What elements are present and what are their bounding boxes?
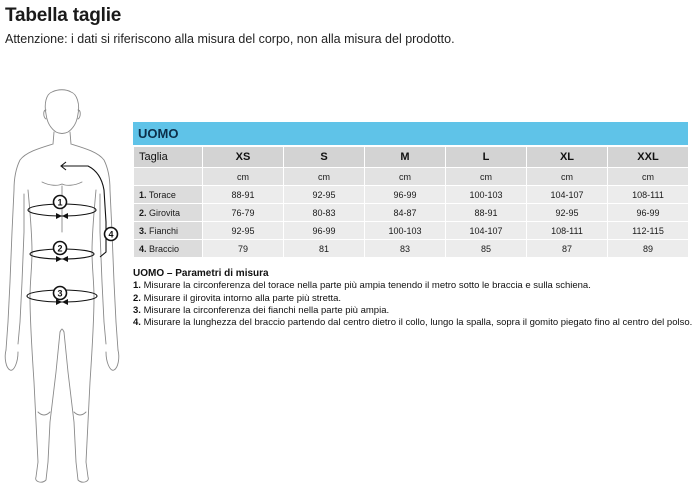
- table-row: [134, 222, 689, 240]
- header-cell: XS: [203, 147, 284, 168]
- table-cell: 79: [203, 240, 284, 258]
- table-cell: 88-91: [203, 186, 284, 204]
- unit-cell: cm: [365, 168, 446, 186]
- table-cell: 88-91: [446, 204, 527, 222]
- table-cell: 76-79: [203, 204, 284, 222]
- table-cell: 104-107: [527, 186, 608, 204]
- table-cell: 112-115: [608, 222, 689, 240]
- marker-1: 1: [57, 197, 63, 208]
- unit-cell: cm: [527, 168, 608, 186]
- table-cell: 96-99: [608, 204, 689, 222]
- header-cell: M: [365, 147, 446, 168]
- unit-cell: cm: [608, 168, 689, 186]
- table-cell: 87: [527, 240, 608, 258]
- body-figure: [0, 82, 130, 492]
- unit-cell-empty: [134, 168, 203, 186]
- table-cell: 89: [608, 240, 689, 258]
- unit-cell: cm: [284, 168, 365, 186]
- table-row: [134, 204, 689, 222]
- size-grid: [133, 146, 689, 258]
- table-cell: 92-95: [527, 204, 608, 222]
- table-cell: 104-107: [446, 222, 527, 240]
- param-item: 1. Misurare la circonferenza del torace nella parte più ampia tenendo il metro sotto le braccia e sulla schiena.: [133, 280, 591, 292]
- table-cell: 92-95: [203, 222, 284, 240]
- unit-cell: cm: [203, 168, 284, 186]
- marker-4: 4: [108, 229, 114, 240]
- page-subtitle: Attenzione: i dati si riferiscono alla misura del corpo, non alla misura del prodotto.: [5, 32, 455, 46]
- table-cell: 96-99: [365, 186, 446, 204]
- table-cell: 80-83: [284, 204, 365, 222]
- table-cell: 92-95: [284, 186, 365, 204]
- unit-row: [134, 168, 689, 186]
- table-row: [134, 186, 689, 204]
- table-cell: 96-99: [284, 222, 365, 240]
- table-header-row: [134, 147, 689, 168]
- body-outline-illustration: [0, 82, 130, 492]
- header-cell: XXL: [608, 147, 689, 168]
- params-title: UOMO – Parametri di misura: [133, 268, 269, 279]
- table-section-header: UOMO: [133, 122, 688, 146]
- measurement-parameters: [133, 268, 693, 329]
- row-label: 2. Girovita: [134, 204, 203, 222]
- header-cell: Taglia: [134, 147, 203, 168]
- table-cell: 100-103: [446, 186, 527, 204]
- table-cell: 100-103: [365, 222, 446, 240]
- table-cell: 85: [446, 240, 527, 258]
- header-cell: L: [446, 147, 527, 168]
- table-cell: 83: [365, 240, 446, 258]
- header-cell: S: [284, 147, 365, 168]
- table-row: [134, 240, 689, 258]
- table-cell: 84-87: [365, 204, 446, 222]
- marker-3: 3: [57, 288, 63, 299]
- param-item: 4. Misurare la lunghezza del braccio partendo dal centro dietro il collo, lungo la spalla, sopra il gomito piegato fino al centro del polso.: [133, 317, 693, 329]
- table-cell: 81: [284, 240, 365, 258]
- page-title: Tabella taglie: [5, 5, 122, 26]
- table-cell: 108-111: [527, 222, 608, 240]
- size-table: [133, 122, 688, 258]
- marker-2: 2: [57, 243, 63, 254]
- row-label: 4. Braccio: [134, 240, 203, 258]
- param-item: 3. Misurare la circonferenza dei fianchi nella parte più ampia.: [133, 304, 390, 316]
- table-cell: 108-111: [608, 186, 689, 204]
- unit-cell: cm: [446, 168, 527, 186]
- header-cell: XL: [527, 147, 608, 168]
- row-label: 3. Fianchi: [134, 222, 203, 240]
- row-label: 1. Torace: [134, 186, 203, 204]
- param-item: 2. Misurare il girovita intorno alla parte più stretta.: [133, 292, 342, 304]
